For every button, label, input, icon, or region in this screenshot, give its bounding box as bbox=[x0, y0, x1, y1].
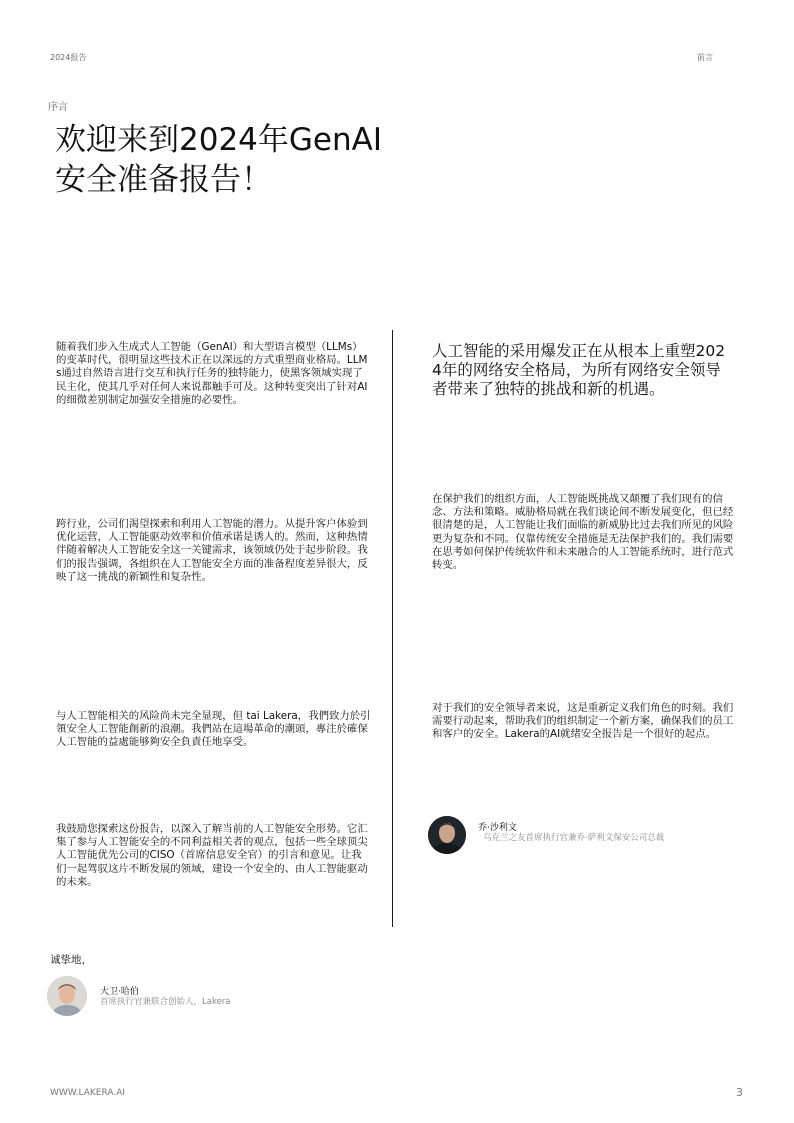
section-header: 前言 bbox=[697, 53, 713, 62]
author-name: 乔·沙利文 bbox=[478, 823, 517, 833]
author-name: 大卫·哈伯 bbox=[100, 987, 139, 997]
avatar bbox=[47, 976, 87, 1016]
pull-quote: 人工智能的采用爆发正在从根本上重塑2024年的网络安全格局，为所有网络安全领导者带来了独特的挑战和新的机遇。 bbox=[432, 342, 726, 398]
footer-url: WWW.LAKERA.AI bbox=[50, 1088, 126, 1098]
page-number: 3 bbox=[736, 1086, 743, 1099]
avatar bbox=[428, 816, 466, 854]
section-label: 序言 bbox=[48, 102, 68, 113]
left-paragraph-1: 随着我们步入生成式人工智能（GenAI）和大型语言模型（LLMs）的变革时代，很明显这些技术正在以深远的方式重塑商业格局。LLMs通过自然语言进行交互和执行任务的独特能力，使黑客领域实现了民主化，使其几乎对任何人来说都触手可及。这种转变突出了针对AI的细微差别制定加强安全措施的必要性。 bbox=[56, 341, 368, 406]
left-paragraph-4: 我鼓励您探索这份报告，以深入了解当前的人工智能安全形势。它汇集了参与人工智能安全的不同利益相关者的观点，包括一些全球顶尖人工智能优先公司的CISO（首席信息安全官）的引言和意见。让我们一起驾驭这片不断发展的领域，建设一个安全的、由人工智能驱动的未来。 bbox=[56, 823, 368, 888]
column-divider bbox=[392, 330, 393, 927]
right-paragraph-1: 在保护我们的组织方面，人工智能既挑战又颠覆了我们现有的信念、方法和策略。威胁格局就在我们谈论间不断发展变化，但已经很清楚的是，人工智能让我们面临的新威胁比过去我们所见的风险更为复杂和不同。仅靠传统安全措施是无法保护我们的。我们需要在思考如何保护传统软件和未来融合的人工智能系统时，进行范式转变。 bbox=[432, 493, 734, 572]
author-role: 首席执行官兼联合创始人，Lakera bbox=[100, 997, 231, 1007]
left-paragraph-3: 与人工智能相关的风险尚未完全显现，但 tai Lakera，我們致力於引領安全人工智能創新的浪潮。我們站在這場革命的潮頭，專注於確保人工智能的益處能够夠安全負責任地享受。 bbox=[56, 710, 371, 749]
report-year-header: 2024报告 bbox=[50, 53, 87, 62]
signoff: 诚挚地， bbox=[50, 954, 92, 966]
page-title: 欢迎来到2024年GenAI安全准备报告！ bbox=[55, 122, 382, 198]
right-paragraph-2: 对于我们的安全领导者来说，这是重新定义我们角色的时刻。我们需要行动起来，帮助我们的组织制定一个新方案，确保我们的员工和客户的安全。Lakera的AI就绪安全报告是一个很好的起点。 bbox=[432, 702, 734, 741]
author-role: 乌克兰之友首席执行官兼乔·萨利文保安公司总裁 bbox=[483, 833, 665, 843]
left-paragraph-2: 跨行业，公司们渴望探索和利用人工智能的潜力。从提升客户体验到优化运营，人工智能驱动效率和价值承诺是诱人的。然而，这种热情伴随着解决人工智能安全这一关键需求，该领域仍处于起步阶段。我们的报告强调，各组织在人工智能安全方面的准备程度差异很大，反映了这一挑战的新颖性和复杂性。 bbox=[56, 518, 368, 583]
